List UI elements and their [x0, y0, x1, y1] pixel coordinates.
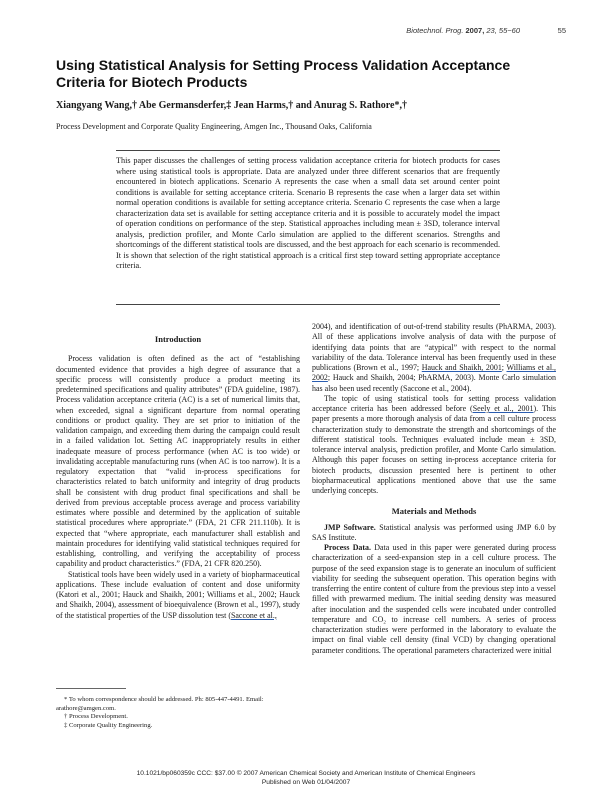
- abstract-bottom-rule: [116, 304, 500, 305]
- process-data-paragraph: [312, 543, 556, 656]
- article-title: Using Statistical Analysis for Setting Process Validation Acceptance Criteria for Biotech Products: [56, 57, 511, 90]
- citation-link-seely[interactable]: Seely et al., 2001: [472, 404, 534, 413]
- intro-p2-text: Statistical tools have been widely used in a variety of biopharmaceutical applications. These include evaluation of content and dose uniformity (Katori et al., 2001; Hauck and Shaikh, 2001; Williams et al., 2002; Hauck and Shaikh, 2004), assessment of bioequivalence (Brown et al., 1997), study of the statistical properties of the USP dissolution test (: [56, 569, 300, 620]
- journal-volume: 23,: [486, 26, 497, 35]
- citation-link-hauck-shaikh[interactable]: Hauck and Shaikh, 2001: [421, 363, 502, 372]
- running-header: [0, 26, 520, 35]
- process-data-run-head: Process Data.: [324, 543, 371, 552]
- jmp-run-head: JMP Software.: [324, 522, 376, 532]
- right-p2-text-b: ). This paper presents a more thorough analysis of data from a cell culture process characterization study to demonstrate the strength and shortcomings of the different statistical tools. Techniques evaluated include mean ± 3SD, tolerance interval analysis, prediction profiler, and Monte Carlo simulation. Although this paper focuses on setting in-process acceptance criteria for biotech products, discussion presented here is pertinent to other biopharmaceutical applications mentioned above that use the same underlying concepts.: [312, 404, 556, 495]
- citation-link-saccone[interactable]: Saccone et al.,: [230, 610, 277, 620]
- footnote-ddagger: ‡ Corporate Quality Engineering.: [64, 721, 153, 729]
- right-paragraph-2: [312, 394, 556, 497]
- abstract: This paper discusses the challenges of setting process validation acceptance criteria for biotech products for cases where using statistical tools is appropriate. Data are analyzed under three different scenarios that are frequently encountered in biotech applications. Scenario A represents the case when a small data set around center point conditions is available for setting acceptance criteria. Scenario B represents the case when a larger data set within normal operation conditions is available for setting acceptance criteria. Scenario C represents the case when a large characterization data set is available for setting acceptance criteria and it is possible to accurately model the impact of operation conditions on performance of the step. Statistical approaches including mean ± 3SD, tolerance interval analysis, prediction profiler, and Monte Carlo simulation are applied to the different scenarios. Strengths and shortcomings of the different statistical tools are discussed, and the best approach for each scenario is recommended. It is shown that selection of the right statistical approach is a critical first step toward setting appropriate acceptance criteria.: [116, 156, 500, 270]
- citation-link-williams[interactable]: Williams et al., 2002: [312, 363, 557, 383]
- journal-name: Biotechnol. Prog.: [406, 26, 464, 35]
- footnote-dagger: † Process Development.: [64, 713, 128, 721]
- intro-paragraph-1: Process validation is often defined as the act of “establishing documented evidence that provides a high degree of assurance that a specific process will consistently produce a product meeting its predetermined specifications and quality attributes” (FDA guideline, 1987). Process validation acceptance criteria (AC) is a set of numerical limits that, when exceeded, signal a significant departure from normal operating conditions or product quality. They are set prior to initiation of the validation campaign, and exceeding them during the campaign could result in a failed validation lot. Setting AC inappropriately results in either inadequate measure of process performance (when AC is too wide) or invalidating acceptable manufacturing runs (when AC is too narrow). It is a regulatory expectation that “valid in-process specifications for characteristics related to batch uniformity and integrity of drug products shall be consistent with drug product final specifications and shall be derived from previous acceptable process average and process variability estimates where possible and determined by the application of suitable statistical procedures where appropriate.” (FDA, 21 CFR 211.110b). It is expected that “where appropriate, each manufacturer shall establish and maintain procedures for identifying valid statistical techniques required for establishing, controlling, and verifying the acceptability of process capability and product characteristics.” (FDA, 21 CFR 820.250).: [56, 354, 300, 569]
- right-p1-text-c: ; Hauck and Shaikh, 2004; PhARMA, 2003). Monte Carlo simulation has also been used recently (Saccone et al., 2004).: [312, 373, 556, 393]
- jmp-text: Statistical analysis was performed using JMP 6.0 by SAS Institute.: [312, 522, 556, 542]
- right-p1-text-b: ;: [501, 363, 507, 372]
- left-column: [56, 330, 300, 621]
- journal-year: 2007,: [465, 26, 485, 35]
- author-list: Xiangyang Wang,† Abe Germansderfer,‡ Jean Harms,† and Anurag S. Rathore*,†: [56, 100, 407, 111]
- footnotes: [56, 696, 300, 730]
- jmp-paragraph: [312, 523, 556, 544]
- abstract-top-rule: [116, 150, 500, 151]
- process-data-text: Data used in this paper were generated during process characterization of a seed-expansion step in a cell culture process. The purpose of the seed expansion stage is to generate an inoculum of sufficient viability for seeding the subsequent operation. This operation begins with transferring the entire content of culture from the previous step into a vessel filled with prewarmed medium. The initial seeding density was measured after inoculation and the suspended cells were incubated under controlled temperature and CO₂ to increase cell numbers. A series of process characterization studies were performed in the laboratory to evaluate the impact on final viable cell density (final VCD) by changing operational parameter conditions. The operational parameters characterized were initial: [312, 543, 557, 655]
- materials-methods-heading: Materials and Methods: [391, 506, 477, 517]
- footnote-rule: [56, 688, 126, 689]
- footer-published: Published on Web 01/04/2007: [261, 779, 351, 786]
- right-p2-text-a: The topic of using statistical tools for setting process validation acceptance criteria has been addressed before (: [312, 393, 556, 413]
- footnote-correspondence: * To whom correspondence should be addressed. Ph: 805-447-4491. Email: arathore@amgen.com.: [56, 696, 264, 712]
- right-p1-text-a: 2004), and identification of out-of-trend stability results (PhARMA, 2003). All of these applications involve analysis of data with the purpose of identifying data points that are “atypical” with respect to the normal variability of the data. Tolerance interval has been frequently used in these publications (Brown et al., 1997;: [312, 322, 556, 372]
- page-number: 55: [557, 26, 566, 35]
- intro-paragraph-2: [56, 570, 300, 621]
- introduction-heading: Introduction: [154, 334, 202, 344]
- right-column: [312, 322, 556, 656]
- journal-pages: 55−60: [498, 26, 520, 35]
- footer-doi-line: 10.1021/bp060359c CCC: $37.00 © 2007 American Chemical Society and American Institute of Chemical Engineers: [136, 770, 476, 777]
- affiliation: Process Development and Corporate Quality Engineering, Amgen Inc., Thousand Oaks, California: [56, 122, 372, 131]
- right-paragraph-1: [312, 322, 556, 394]
